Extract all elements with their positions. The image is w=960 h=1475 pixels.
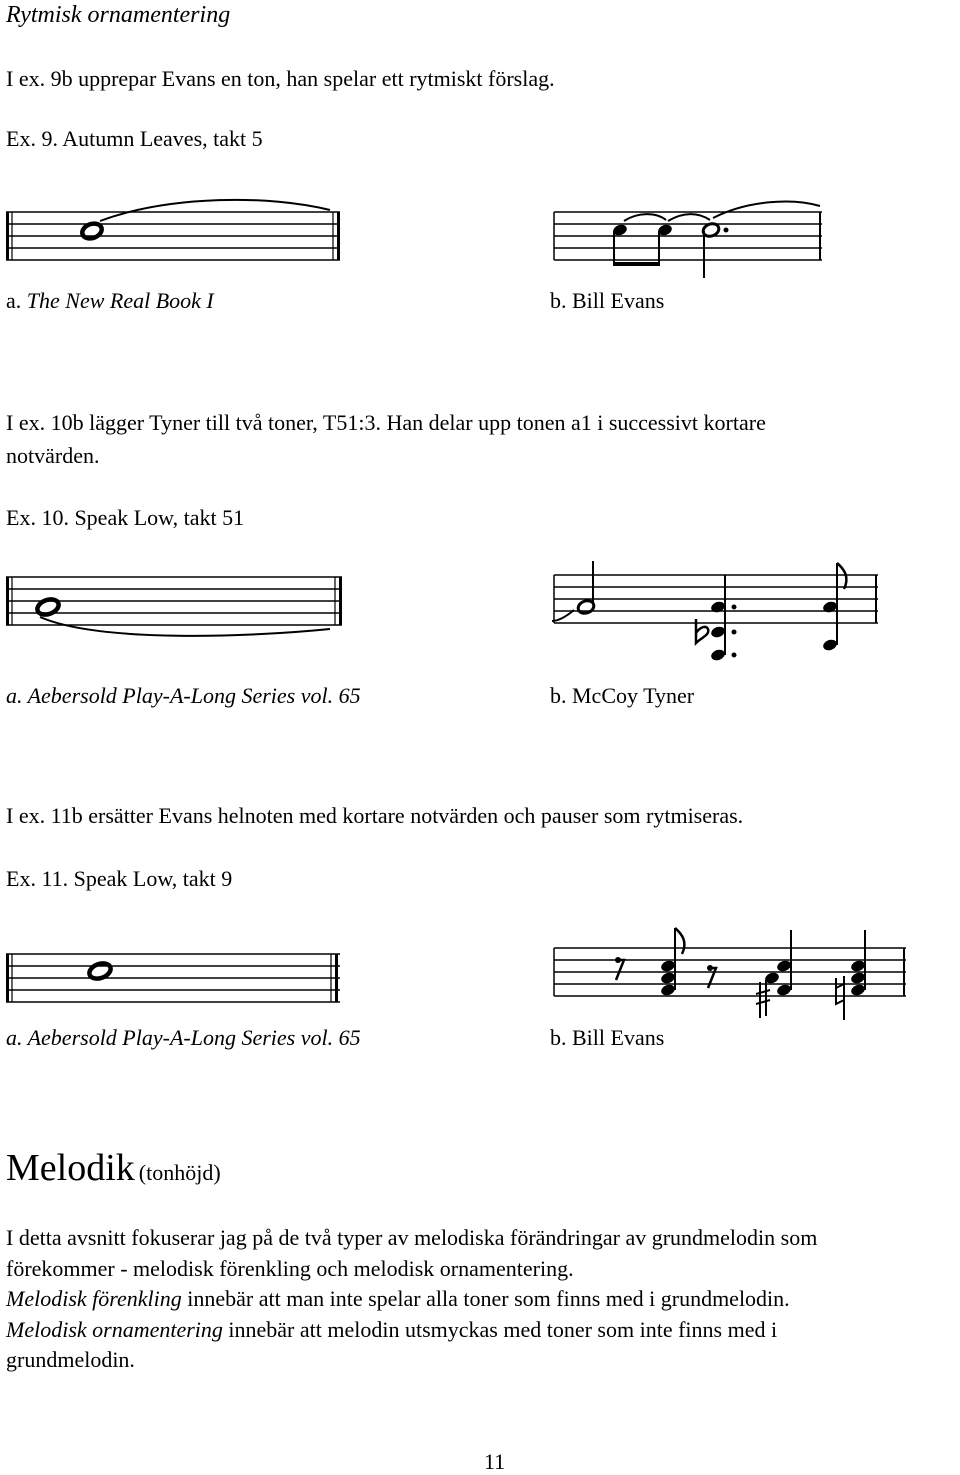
ex10-intro-line1: I ex. 10b lägger Tyner till två toner, T51:3. Han delar upp tonen a1 i successivt kortare [6, 410, 766, 435]
melodik-heading [6, 1146, 221, 1190]
melodik-subtitle: (tonhöjd) [138, 1160, 221, 1185]
ex11b-staff [548, 920, 918, 1030]
ex9-intro: I ex. 9b upprepar Evans en ton, han spelar ett rytmiskt förslag. [6, 66, 555, 91]
ex9b-staff [548, 200, 838, 290]
ex11-intro: I ex. 11b ersätter Evans helnoten med kortare notvärden och pauser som rytmiseras. [6, 803, 744, 828]
ex9-title: Ex. 9. Autumn Leaves, takt 5 [6, 126, 263, 151]
melodik-title: Melodik [6, 1147, 135, 1189]
ex9a-staff [0, 200, 350, 280]
dotted-half-note [701, 222, 728, 278]
melodik-def2-line2: grundmelodin. [6, 1347, 135, 1372]
melodik-para-line1: I detta avsnitt fokuserar jag på de två typer av melodiska förändringar av grundmelodin som [6, 1225, 818, 1250]
eighth-note-chord [660, 928, 685, 997]
ex11a-staff [0, 942, 350, 1012]
melodik-def2: Melodisk ornamentering innebär att melodin utsmyckas med toner som inte finns med i [6, 1316, 778, 1342]
ex11-caption-a: a. Aebersold Play-A-Long Series vol. 65 [6, 1025, 361, 1050]
eighth-rest [616, 960, 624, 980]
quarter-note-chord [850, 930, 867, 997]
ex10-caption-a: a. Aebersold Play-A-Long Series vol. 65 [6, 683, 361, 708]
ex11-caption-b: b. Bill Evans [550, 1025, 665, 1050]
tie-arc [624, 214, 666, 221]
page-number: 11 [484, 1449, 506, 1474]
half-note [576, 561, 595, 615]
melodik-paragraph [6, 1223, 956, 1376]
eighth-rest [708, 968, 716, 988]
ex11-title: Ex. 11. Speak Low, takt 9 [6, 866, 233, 891]
ex10-caption-b: b. McCoy Tyner [550, 683, 695, 708]
ex10a-staff [0, 565, 350, 645]
ex10-title: Ex. 10. Speak Low, takt 51 [6, 505, 245, 530]
ex10b-staff [548, 555, 888, 665]
tie-arc [713, 202, 820, 218]
tie-arc [40, 617, 330, 636]
ex9-caption-a: a. The New Real Book I [6, 288, 214, 313]
eighth-note-chord [822, 563, 847, 652]
sharp-sign [756, 980, 770, 1018]
tie-arc [100, 200, 330, 221]
melodik-para-line2: förekommer - melodisk förenkling och melodisk ornamentering. [6, 1255, 574, 1281]
section-heading: Rytmisk ornamentering [6, 2, 231, 28]
whole-note [35, 597, 60, 618]
quarter-note-chord [764, 930, 793, 997]
tie-arc [668, 214, 710, 221]
natural-sign [836, 976, 844, 1020]
melodik-def1: Melodisk förenkling innebär att man inte spelar alla toner som finns med i grundmelodin. [6, 1286, 790, 1311]
ex9-caption-b: b. Bill Evans [550, 288, 665, 313]
dotted-chord [710, 575, 737, 662]
ex10-intro-line2: notvärden. [6, 443, 100, 468]
